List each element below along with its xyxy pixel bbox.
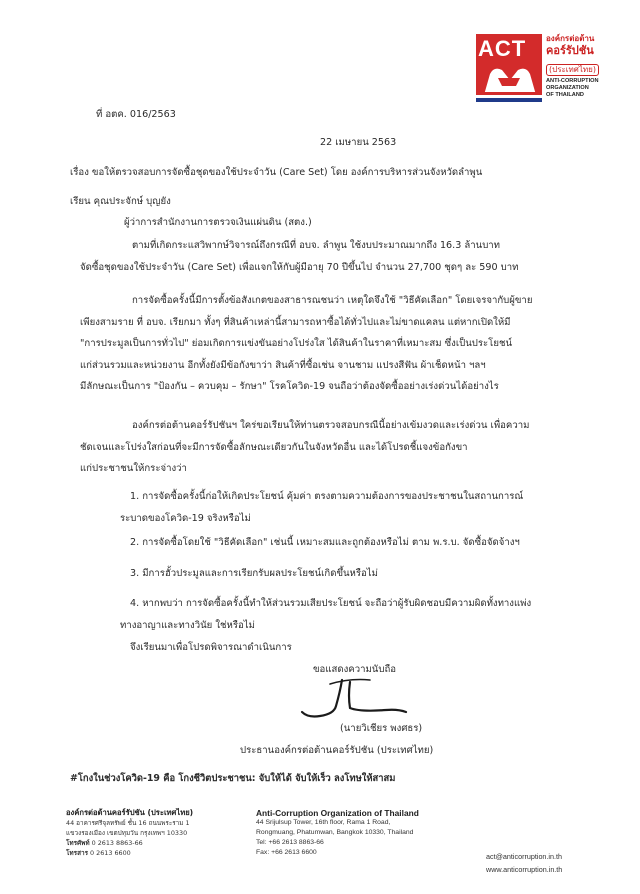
question-item-3	[130, 563, 378, 585]
handwritten-signature	[290, 676, 410, 726]
footer-thai-tel-label: โทรศัพท์	[66, 839, 90, 847]
item-line: ทางอาญาและทางวินัย ใช่หรือไม่	[120, 619, 255, 631]
footer-thai-fax	[66, 848, 193, 858]
question-item-1	[120, 486, 524, 529]
closing-line: จึงเรียนมาเพื่อโปรดพิจารณาดำเนินการ	[130, 642, 292, 653]
footer-thai-address	[66, 808, 193, 858]
question-item-4	[120, 593, 532, 636]
logo-en-line1: ANTI-CORRUPTION	[546, 78, 599, 84]
paragraph-line: ชัดเจนและโปร่งใสก่อนที่จะมีการจัดซื้อลักษณะเดียวกันในจังหวัดอื่น และได้โปรดชี้แจงข้อกังขา	[80, 441, 468, 453]
logo-act-text: ACT	[478, 36, 527, 61]
logo-thai-line2: คอร์รัปชัน	[546, 44, 594, 57]
paragraph-line: ตามที่เกิดกระแสวิพากษ์วิจารณ์ถึงกรณีที่ อบจ. ลำพูน ใช้งบประมาณมากถึง 16.3 ล้านบาท	[132, 240, 500, 251]
paragraph-2	[80, 290, 559, 398]
paragraph-line: มีลักษณะเป็นการ "ป้องกัน – ควบคุม – รักษา" โรคโควิด-19 จนถือว่าต้องจัดซื้ออย่างเร่งด่วนได้อย่างไร	[80, 381, 499, 392]
signer-title: ประธานองค์กรต่อต้านคอร์รัปชัน (ประเทศไทย)	[240, 745, 434, 756]
signer-name: (นายวิเชียร พงศธร)	[340, 723, 423, 734]
footer-thai-fax-value: 0 2613 6600	[90, 849, 131, 857]
recipient-title: ผู้ว่าการสำนักงานการตรวจเงินแผ่นดิน (สตง.)	[124, 217, 312, 228]
logo-text-block	[546, 34, 612, 99]
item-line: 2. การจัดซื้อโดยใช้ "วิธีคัดเลือก" เช่นนี้ เหมาะสมและถูกต้องหรือไม่ ตาม พ.ร.บ. จัดซื้อจัดจ้างฯ	[130, 537, 520, 548]
paragraph-line: "การประมูลเป็นการทั่วไป" ย่อมเกิดการแข่งขันอย่างโปร่งใส ได้สินค้าในราคาที่เหมาะสม ซึ่งเป็นประโยชน์	[80, 338, 513, 349]
paragraph-line: แก่ส่วนรวมและหน่วยงาน อีกทั้งยังมีข้อกังขาว่า สินค้าที่ซื้อเช่น จานชาม แปรงสีฟัน ผ้าเช็ดหน้า ฯลฯ	[80, 359, 486, 371]
question-item-2	[130, 532, 520, 554]
footer-en-addr1: 44 Srijulsup Tower, 16th floor, Rama 1 Road,	[256, 819, 391, 826]
footer-thai-fax-label: โทรสาร	[66, 849, 88, 857]
footer-thai-title: องค์กรต่อต้านคอร์รัปชัน (ประเทศไทย)	[66, 808, 194, 817]
logo-thai-line1: องค์กรต่อต้าน	[546, 34, 595, 43]
footer-website[interactable]: www.anticorruption.in.th	[486, 865, 563, 874]
footer-en-addr2: Rongmuang, Phatumwan, Bangkok 10330, Thailand	[256, 829, 414, 836]
respect-line: ขอแสดงความนับถือ	[313, 664, 397, 675]
footer-en-fax: Fax: +66 2613 6600	[256, 849, 317, 856]
item-line: 3. มีการฮั้วประมูลและการเรียกรับผลประโยชน์เกิดขึ้นหรือไม่	[130, 568, 378, 579]
footer-thai-tel	[66, 838, 193, 848]
logo-thai-line3: (ประเทศไทย)	[546, 64, 599, 76]
crossed-hands-icon	[476, 58, 542, 102]
footer-contact	[486, 850, 562, 876]
paragraph-line: แก่ประชาชนให้กระจ่างว่า	[80, 463, 187, 474]
footer-en-tel: Tel: +66 2613 8863-66	[256, 839, 324, 846]
paragraph-line: จัดซื้อชุดของใช้ประจำวัน (Care Set) เพื่อแจกให้กับผู้มีอายุ 70 ปีขึ้นไป จำนวน 27,700 ชุดๆ ละ 590 บาท	[80, 261, 519, 273]
footer-thai-addr1: 44 อาคารศรีจุลทรัพย์ ชั้น 16 ถนนพระราม 1	[66, 819, 190, 827]
logo-en-line2: ORGANIZATION	[546, 85, 589, 91]
footer-email[interactable]: act@anticorruption.in.th	[486, 852, 563, 861]
footer-en-title: Anti-Corruption Organization of Thailand	[256, 808, 419, 818]
letter-subject: เรื่อง ขอให้ตรวจสอบการจัดซื้อชุดของใช้ประจำวัน (Care Set) โดย องค์การบริหารส่วนจังหวัดลำพูน	[70, 167, 483, 178]
paragraph-line: เพียงสามราย ที่ อบจ. เรียกมา ทั้งๆ ที่สินค้าเหล่านี้สามารถหาซื้อได้ทั่วไปและไม่ขาดแคลน แต่หากเปิดให้มี	[80, 316, 511, 328]
item-line: 1. การจัดซื้อครั้งนี้ก่อให้เกิดประโยชน์ คุ้มค่า ตรงตามความต้องการของประชาชนในสถานการณ์	[130, 491, 524, 502]
paragraph-3	[80, 415, 559, 480]
footer-thai-addr2: แขวงรองเมือง เขตปทุมวัน กรุงเทพฯ 10330	[66, 829, 188, 837]
item-line: 4. หากพบว่า การจัดซื้อครั้งนี้ทำให้ส่วนรวมเสียประโยชน์ จะถือว่าผู้รับผิดชอบมีความผิดทั้งทางแพ่ง	[130, 598, 532, 609]
item-line: ระบาดของโควิด-19 จริงหรือไม่	[120, 512, 251, 524]
paragraph-1	[80, 235, 559, 278]
footer-english-address	[256, 808, 419, 858]
paragraph-line: การจัดซื้อครั้งนี้มีการตั้งข้อสังเกตของสาธารณชนว่า เหตุใดจึงใช้ "วิธีคัดเลือก" โดยเจรจากับผู้ขาย	[132, 295, 533, 306]
paragraph-line: องค์กรต่อต้านคอร์รัปชันฯ ใคร่ขอเรียนให้ท่านตรวจสอบกรณีนี้อย่างเข้มงวดและเร่งด่วน เพื่อความ	[132, 420, 530, 431]
letter-date: 22 เมษายน 2563	[320, 137, 397, 148]
letter-footer	[0, 800, 640, 894]
reference-number: ที่ อตค. 016/2563	[96, 109, 176, 120]
logo-en-line3: OF THAILAND	[546, 92, 584, 98]
hashtag-slogan: #โกงในช่วงโควิด-19 คือ โกงชีวิตประชาชน: จับให้ได้ จับให้เร็ว ลงโทษให้สาสม	[70, 773, 396, 784]
footer-thai-tel-value: 0 2613 8863-66	[91, 839, 143, 847]
act-logo	[476, 34, 612, 104]
logo-red-box	[476, 34, 542, 102]
logo-en-text	[546, 78, 612, 99]
letter-recipient: เรียน คุณประจักษ์ บุญยัง	[70, 196, 171, 207]
